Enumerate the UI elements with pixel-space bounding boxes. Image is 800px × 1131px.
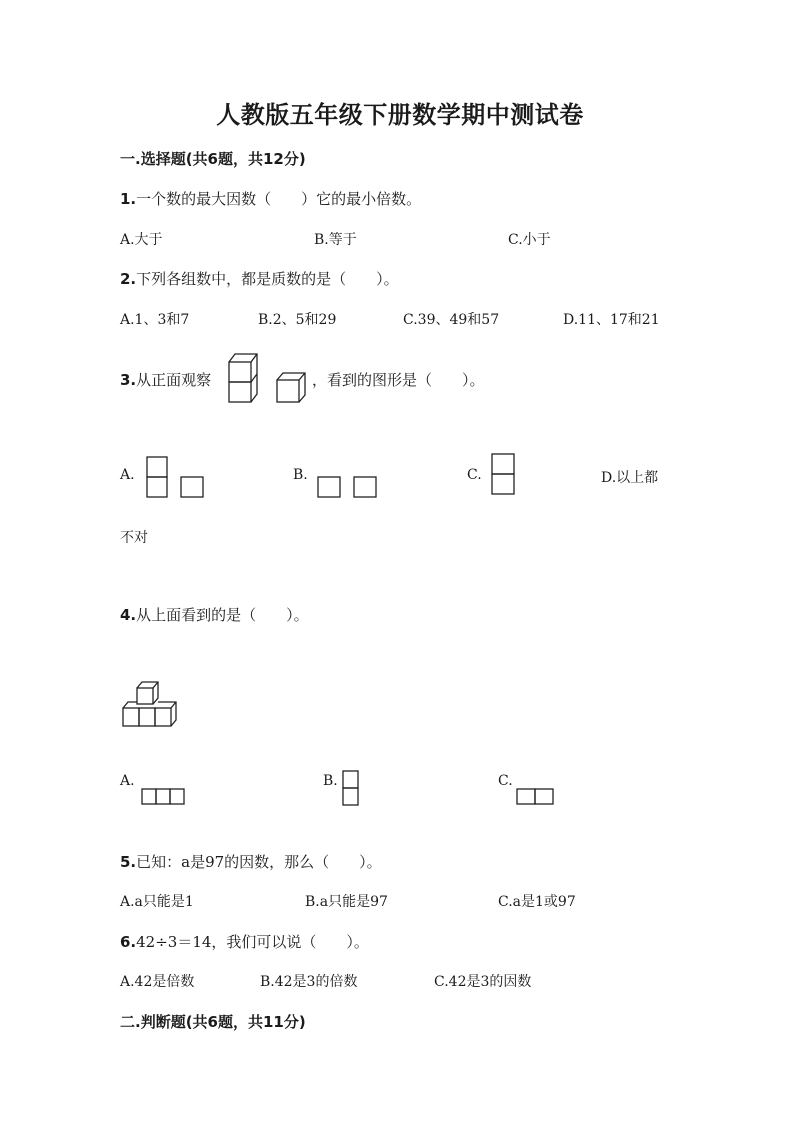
question-text: 下列各组数中，都是质数的是（ ）。 (136, 270, 399, 288)
option-3d-wrap: 不对 (120, 530, 148, 546)
section-heading-judgement: 二.判断题(共6题，共11分) (120, 1013, 306, 1031)
question-text: 从上面看到的是（ ）。 (136, 606, 309, 624)
option-4a-figure (140, 787, 188, 807)
section-heading-choice: 一.选择题(共6题，共12分) (120, 150, 306, 168)
option-6a: A.42是倍数 (120, 974, 195, 990)
question-number: 6. (120, 933, 137, 951)
option-5c: C.a是1或97 (498, 894, 576, 910)
question-number: 4. (120, 606, 137, 624)
question-text: 一个数的最大因数（ ）它的最小倍数。 (136, 190, 422, 208)
option-1b: B.等于 (314, 232, 357, 248)
question-5 (120, 851, 382, 872)
option-1a: A.大于 (120, 232, 163, 248)
option-3a-figure (145, 455, 207, 500)
option-3a: A. (120, 467, 135, 483)
page-title: 人教版五年级下册数学期中测试卷 (216, 100, 584, 129)
cube-arrangement-figure (120, 678, 178, 730)
option-2d: D.11、17和21 (563, 312, 660, 328)
cube-stack-figure (225, 350, 315, 405)
option-3b: B. (293, 467, 308, 483)
option-4c: C. (498, 773, 513, 789)
option-2c: C.39、49和57 (403, 312, 500, 328)
question-3 (120, 369, 211, 390)
question-4 (120, 604, 309, 625)
option-4b: B. (323, 773, 338, 789)
option-6b: B.42是3的倍数 (260, 974, 358, 990)
option-2a: A.1、3和7 (120, 312, 190, 328)
question-number: 3. (120, 371, 137, 389)
question-number: 1. (120, 190, 137, 208)
option-3c: C. (467, 467, 482, 483)
question-1 (120, 188, 421, 209)
option-5b: B.a只能是97 (305, 894, 388, 910)
question-number: 5. (120, 853, 137, 871)
option-4b-figure (341, 769, 361, 809)
option-3b-figure (316, 475, 378, 501)
question-number: 2. (120, 270, 137, 288)
question-text: 已知：a是97的因数，那么（ ）。 (136, 853, 382, 871)
question-text-after: ，看到的图形是（ ）。 (312, 371, 485, 389)
option-4c-figure (515, 787, 557, 807)
question-text-before: 从正面观察 (136, 371, 212, 389)
option-5a: A.a只能是1 (120, 894, 194, 910)
option-1c: C.小于 (508, 232, 551, 248)
option-4a: A. (120, 773, 135, 789)
option-3c-figure (490, 452, 516, 498)
option-2b: B.2、5和29 (258, 312, 337, 328)
option-3d: D.以上都 (601, 470, 659, 486)
question-6 (120, 931, 369, 952)
option-6c: C.42是3的因数 (434, 974, 532, 990)
question-2 (120, 268, 399, 289)
question-text: 42÷3＝14，我们可以说（ ）。 (136, 933, 369, 951)
